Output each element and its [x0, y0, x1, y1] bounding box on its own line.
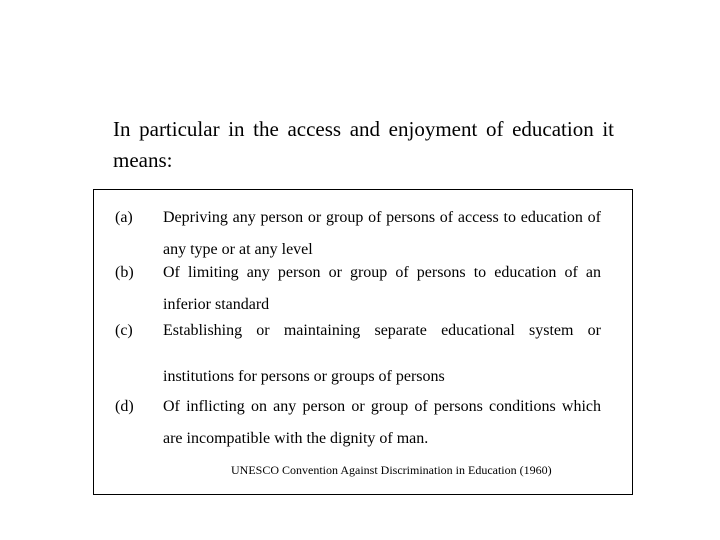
item-letter: (d): [115, 398, 134, 415]
item-text: [163, 315, 601, 393]
intro-text: In particular in the access and enjoyment of education it means:: [113, 117, 614, 172]
item-letter: (c): [115, 322, 133, 339]
item-text: Depriving any person or group of persons of access to education of any type or at any level: [163, 209, 601, 258]
item-text: Of limiting any person or group of persons to education of an inferior standard: [163, 264, 601, 313]
item-letter: (a): [115, 209, 133, 226]
item-text: Of inflicting on any person or group of persons conditions which are incompatible with the dignity of man.: [163, 398, 601, 447]
item-text-line2: institutions for persons or groups of persons: [163, 368, 445, 385]
definition-box: [93, 189, 633, 495]
source-citation: UNESCO Convention Against Discrimination in Education (1960): [231, 463, 552, 477]
item-letter: (b): [115, 264, 134, 281]
item-text-line1: Establishing or maintaining separate educational system or: [163, 322, 601, 339]
